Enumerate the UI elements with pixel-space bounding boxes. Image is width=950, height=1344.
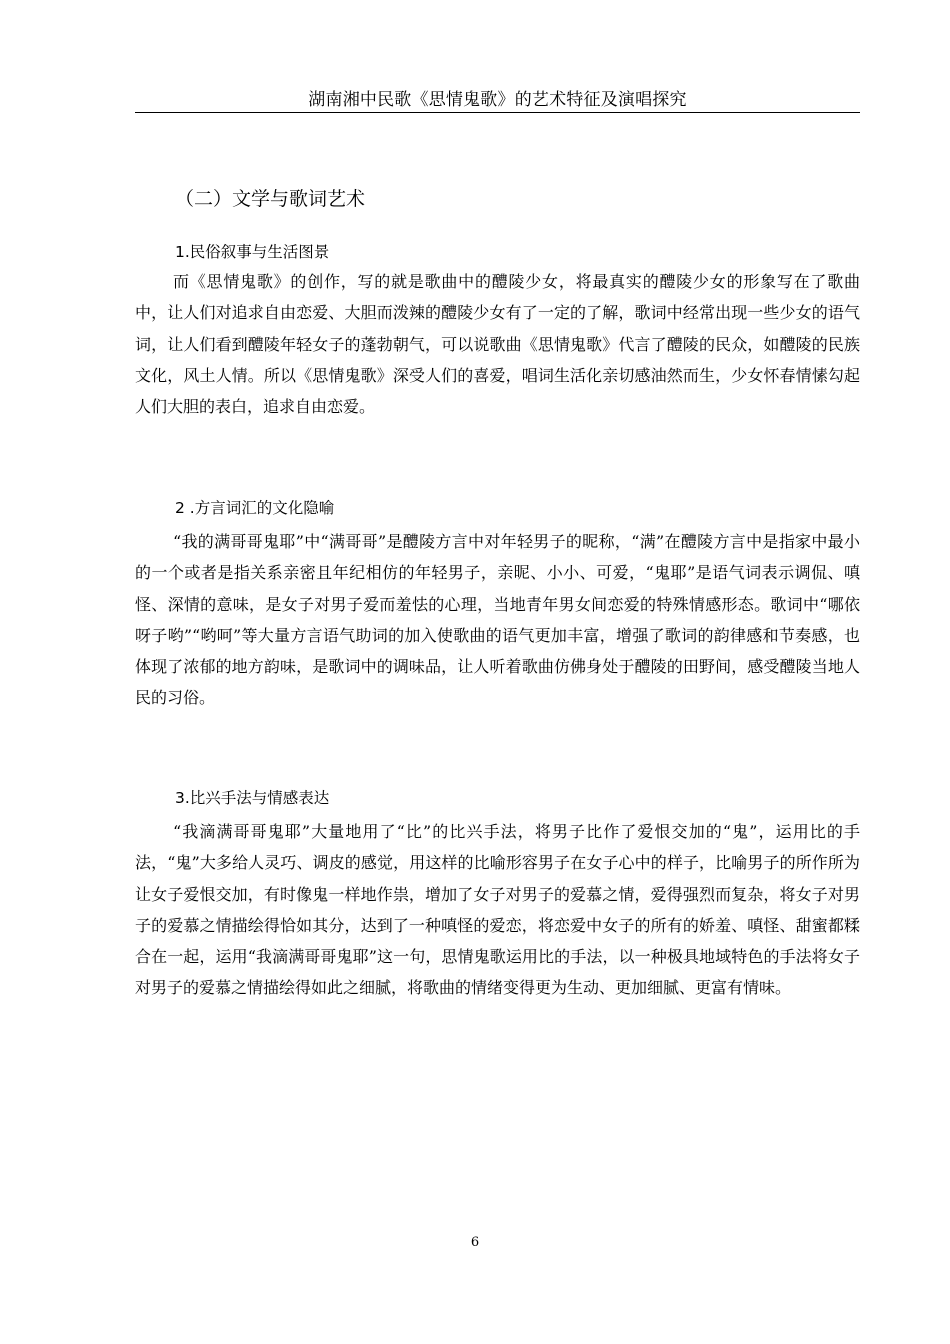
running-header: 湖南湘中民歌《思情鬼歌》的艺术特征及演唱探究 [308,90,687,110]
paragraph-bixing-technique: “我滴满哥哥鬼耶”大量地用了“比”的比兴手法，将男子比作了爱恨交加的“鬼”，运用比的手法，“鬼”大多给人灵巧、调皮的感觉，用这样的比喻形容男子在女子心中的样子，比喻男子的所作所为让女子爱恨交加，有时像鬼一样地作祟，增加了女子对男子的爱慕之情，爱得强烈而复杂，将女子对男子的爱慕之情描绘得恰如其分，达到了一种嗔怪的爱恋，将恋爱中女子的所有的娇羞、嗔怪、甜蜜都糅合在一起，运用“我滴满哥哥鬼耶”这一句，思情鬼歌运用比的手法，以一种极具地域特色的手法将女子对男子的爱慕之情描绘得如此之细腻，将歌曲的情绪变得更为生动、更加细腻、更富有情味。 [135,822,860,998]
paragraph-folk-narrative: 而《思情鬼歌》的创作，写的就是歌曲中的醴陵少女，将最真实的醴陵少女的形象写在了歌曲中，让人们对追求自由恋爱、大胆而泼辣的醴陵少女有了一定的了解，歌词中经常出现一些少女的语气词，让人们看到醴陵年轻女子的蓬勃朝气，可以说歌曲《思情鬼歌》代言了醴陵的民众，如醴陵的民族文化，风土人情。所以《思情鬼歌》深受人们的喜爱，唱词生活化亲切感油然而生，少女怀春情愫勾起人们大胆的表白，追求自由恋爱。 [135,272,860,417]
paragraph-dialect-metaphor: “我的满哥哥鬼耶”中“满哥哥”是醴陵方言中对年轻男子的昵称，“满”在醴陵方言中是指家中最小的一个或者是指关系亲密且年纪相仿的年轻男子，亲昵、小小、可爱，“鬼耶”是语气词表示调侃、嗔怪、深情的意味，是女子对男子爱而羞怯的心理，当地青年男女间恋爱的特殊情感形态。歌词中“哪依呀子哟”“哟呵”等大量方言语气助词的加入使歌曲的语气更加丰富，增强了歌词的韵律感和节奏感，也体现了浓郁的地方韵味，是歌词中的调味品，让人听着歌曲仿佛身处于醴陵的田野间，感受醴陵当地人民的习俗。 [135,532,860,708]
subsection-heading-dialect-metaphor: 2 .方言词汇的文化隐喻 [175,499,335,517]
section-title: （二）文学与歌词艺术 [175,188,366,210]
subsection-heading-folk-narrative: 1.民俗叙事与生活图景 [175,243,330,261]
header-divider [135,112,860,113]
page-number: 6 [470,1235,480,1250]
subsection-heading-bixing-technique: 3.比兴手法与情感表达 [175,789,330,807]
